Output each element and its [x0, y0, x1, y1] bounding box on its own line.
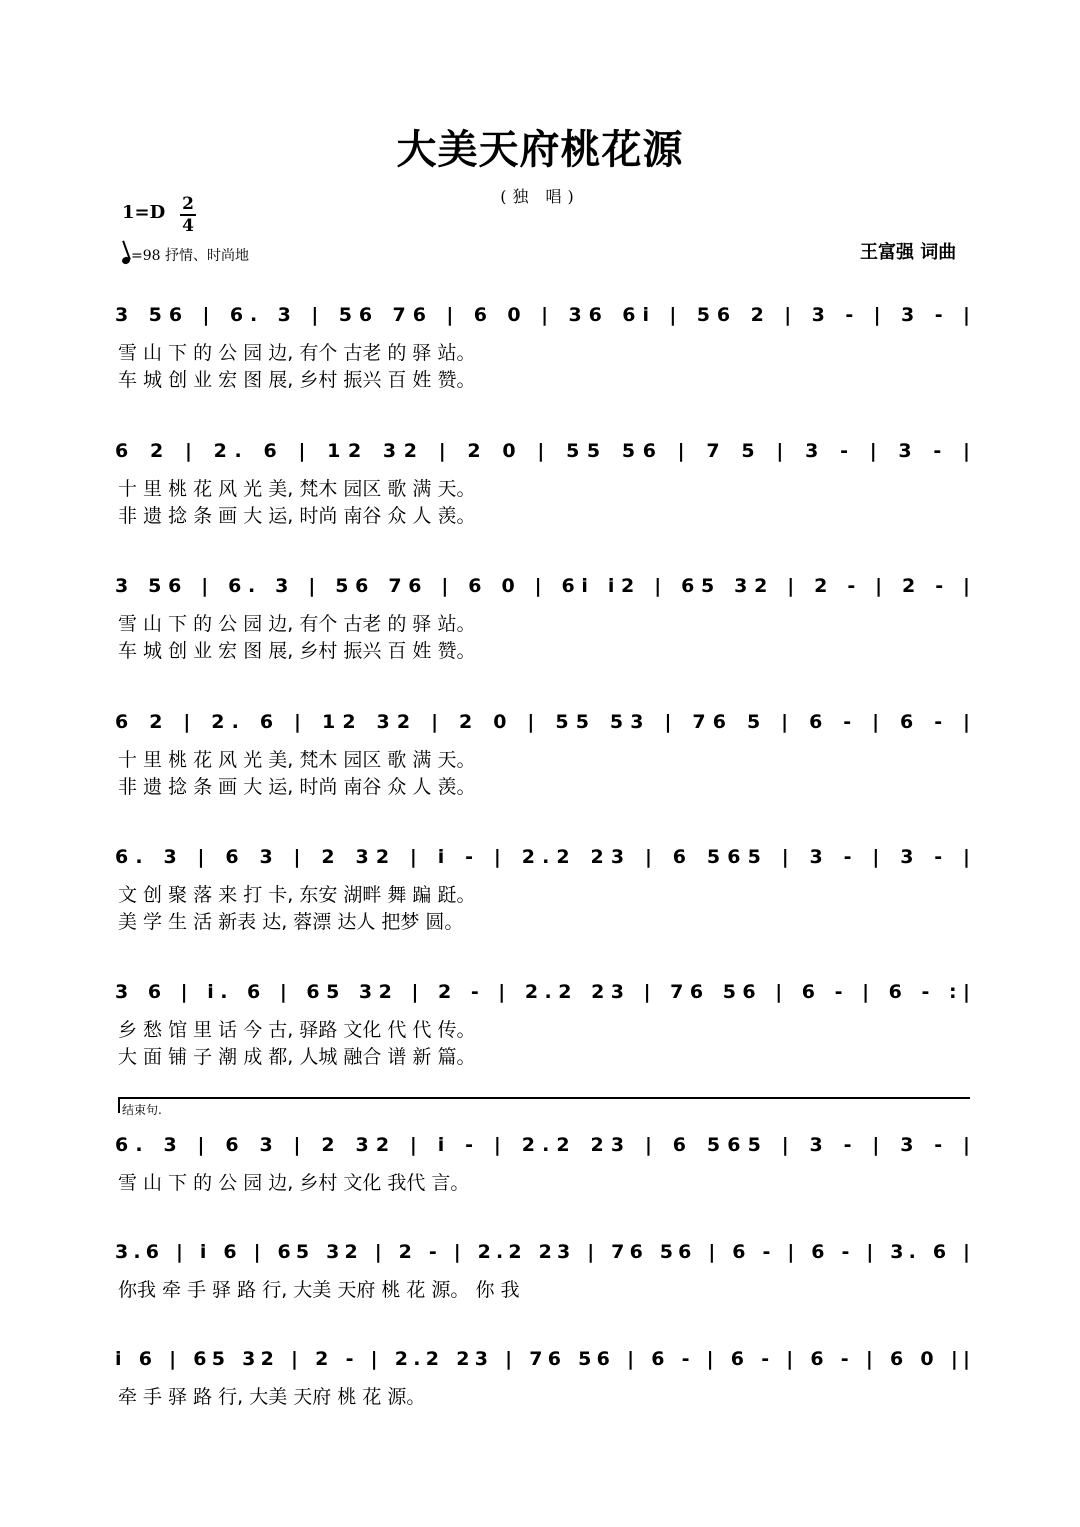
- notation-row: [115, 703, 975, 737]
- notation-svg: [115, 838, 975, 872]
- notation-row: [115, 973, 975, 1007]
- jianpu-notation: 6. 3 | 6 3 | 2 32 | i - | 2.2 23 | 6 565 | 3 - | 3 - |: [115, 1134, 970, 1156]
- lyric-svg: [118, 1042, 818, 1070]
- lyric-svg: [118, 907, 818, 935]
- lyric-text: 雪 山 下 的 公 园 边, 有个 古老 的 驿 站。: [118, 342, 476, 364]
- lyric-line: [118, 1382, 818, 1415]
- time-signature-top: 2: [182, 194, 194, 214]
- quarter-note-icon: [121, 256, 131, 265]
- tempo-text: =98 抒情、时尚地: [131, 248, 249, 264]
- lyric-svg: [118, 745, 818, 773]
- ending-label: 结束句.: [122, 1103, 162, 1117]
- notation-svg: [115, 973, 975, 1007]
- jianpu-notation: 3 56 | 6. 3 | 56 76 | 6 0 | 6i i2 | 65 32 | 2 - | 2 - |: [115, 575, 970, 597]
- lyric-line: [118, 907, 818, 940]
- lyric-line: [118, 501, 818, 534]
- notation-svg: [115, 1233, 975, 1267]
- composer-credit: 王富强 词曲: [860, 242, 957, 263]
- jianpu-notation: 6 2 | 2. 6 | 12 32 | 2 0 | 55 53 | 76 5 | 6 - | 6 - |: [115, 711, 971, 733]
- jianpu-notation: 3 6 | i. 6 | 65 32 | 2 - | 2.2 23 | 76 56 | 6 - | 6 - :|: [115, 981, 970, 1003]
- lyric-svg: [118, 1015, 818, 1043]
- lyric-text: 非 遗 捻 条 画 大 运, 时尚 南谷 众 人 羡。: [118, 505, 476, 527]
- notation-row: [115, 1126, 975, 1160]
- lyric-text: 雪 山 下 的 公 园 边, 乡村 文化 我代 言。: [118, 1172, 470, 1194]
- song-subtitle: (独 唱): [500, 187, 580, 206]
- notation-row: [115, 1233, 975, 1267]
- notation-row: [115, 1340, 975, 1374]
- lyric-svg: [118, 1275, 818, 1303]
- notation-row: [115, 567, 975, 601]
- song-title: 大美天府桃花源: [396, 126, 684, 173]
- lyric-svg: [118, 474, 818, 502]
- lyric-svg: [118, 772, 818, 800]
- lyric-text: 大 面 铺 子 潮 成 都, 人城 融合 谱 新 篇。: [118, 1046, 476, 1068]
- notation-svg: [115, 567, 975, 601]
- lyric-line: [118, 1042, 818, 1075]
- notation-svg: [115, 296, 975, 330]
- lyric-text: 车 城 创 业 宏 图 展, 乡村 振兴 百 姓 赞。: [118, 369, 476, 391]
- lyric-text: 美 学 生 活 新表 达, 蓉漂 达人 把梦 圆。: [118, 911, 464, 933]
- lyric-line: [118, 1168, 818, 1201]
- jianpu-notation: i 6 | 65 32 | 2 - | 2.2 23 | 76 56 | 6 - | 6 - | 6 - | 6 0 ||: [115, 1348, 970, 1370]
- lyric-svg: [118, 365, 818, 393]
- lyric-text: 车 城 创 业 宏 图 展, 乡村 振兴 百 姓 赞。: [118, 640, 476, 662]
- jianpu-notation: 3 56 | 6. 3 | 56 76 | 6 0 | 36 6i | 56 2 | 3 - | 3 - |: [115, 304, 970, 326]
- lyric-text: 雪 山 下 的 公 园 边, 有个 古老 的 驿 站。: [118, 613, 476, 635]
- lyric-text: 乡 愁 馆 里 话 今 古, 驿路 文化 代 代 传。: [118, 1019, 476, 1041]
- lyric-svg: [118, 636, 818, 664]
- lyric-svg: [118, 338, 818, 366]
- notation-svg: [115, 703, 975, 737]
- lyric-svg: [118, 501, 818, 529]
- lyric-text: 十 里 桃 花 风 光 美, 梵木 园区 歌 满 天。: [118, 478, 476, 500]
- jianpu-notation: 6. 3 | 6 3 | 2 32 | i - | 2.2 23 | 6 565 | 3 - | 3 - |: [115, 846, 970, 868]
- lyric-text: 十 里 桃 花 风 光 美, 梵木 园区 歌 满 天。: [118, 749, 476, 771]
- lyric-svg: [118, 1382, 818, 1410]
- key-signature: 1=D: [122, 202, 166, 223]
- lyric-text: 文 创 聚 落 来 打 卡, 东安 湖畔 舞 蹁 跹。: [118, 884, 476, 906]
- jianpu-notation: 3.6 | i 6 | 65 32 | 2 - | 2.2 23 | 76 56 | 6 - | 6 - | 3. 6 |: [115, 1241, 970, 1263]
- lyric-text: 非 遗 捻 条 画 大 运, 时尚 南谷 众 人 羡。: [118, 776, 476, 798]
- notation-svg: [115, 1340, 975, 1374]
- notation-row: [115, 432, 975, 466]
- ending-bracket: [118, 1097, 970, 1117]
- time-signature: [178, 194, 198, 236]
- lyric-svg: [118, 880, 818, 908]
- notation-svg: [115, 432, 975, 466]
- lyric-svg: [118, 1168, 818, 1196]
- notation-row: [115, 296, 975, 330]
- jianpu-notation: 6 2 | 2. 6 | 12 32 | 2 0 | 55 56 | 7 5 | 3 - | 3 - |: [115, 440, 970, 462]
- lyric-text: 牵 手 驿 路 行, 大美 天府 桃 花 源。: [118, 1386, 426, 1408]
- lyric-svg: [118, 609, 818, 637]
- notation-svg: [115, 1126, 975, 1160]
- lyric-line: [118, 1275, 818, 1308]
- lyric-line: [118, 365, 818, 398]
- lyric-line: [118, 636, 818, 669]
- notation-row: [115, 838, 975, 872]
- tempo-marking: [122, 245, 249, 265]
- time-signature-bottom: 4: [182, 216, 194, 236]
- lyric-line: [118, 772, 818, 805]
- lyric-text: 你我 牵 手 驿 路 行, 大美 天府 桃 花 源。 你 我: [118, 1279, 520, 1301]
